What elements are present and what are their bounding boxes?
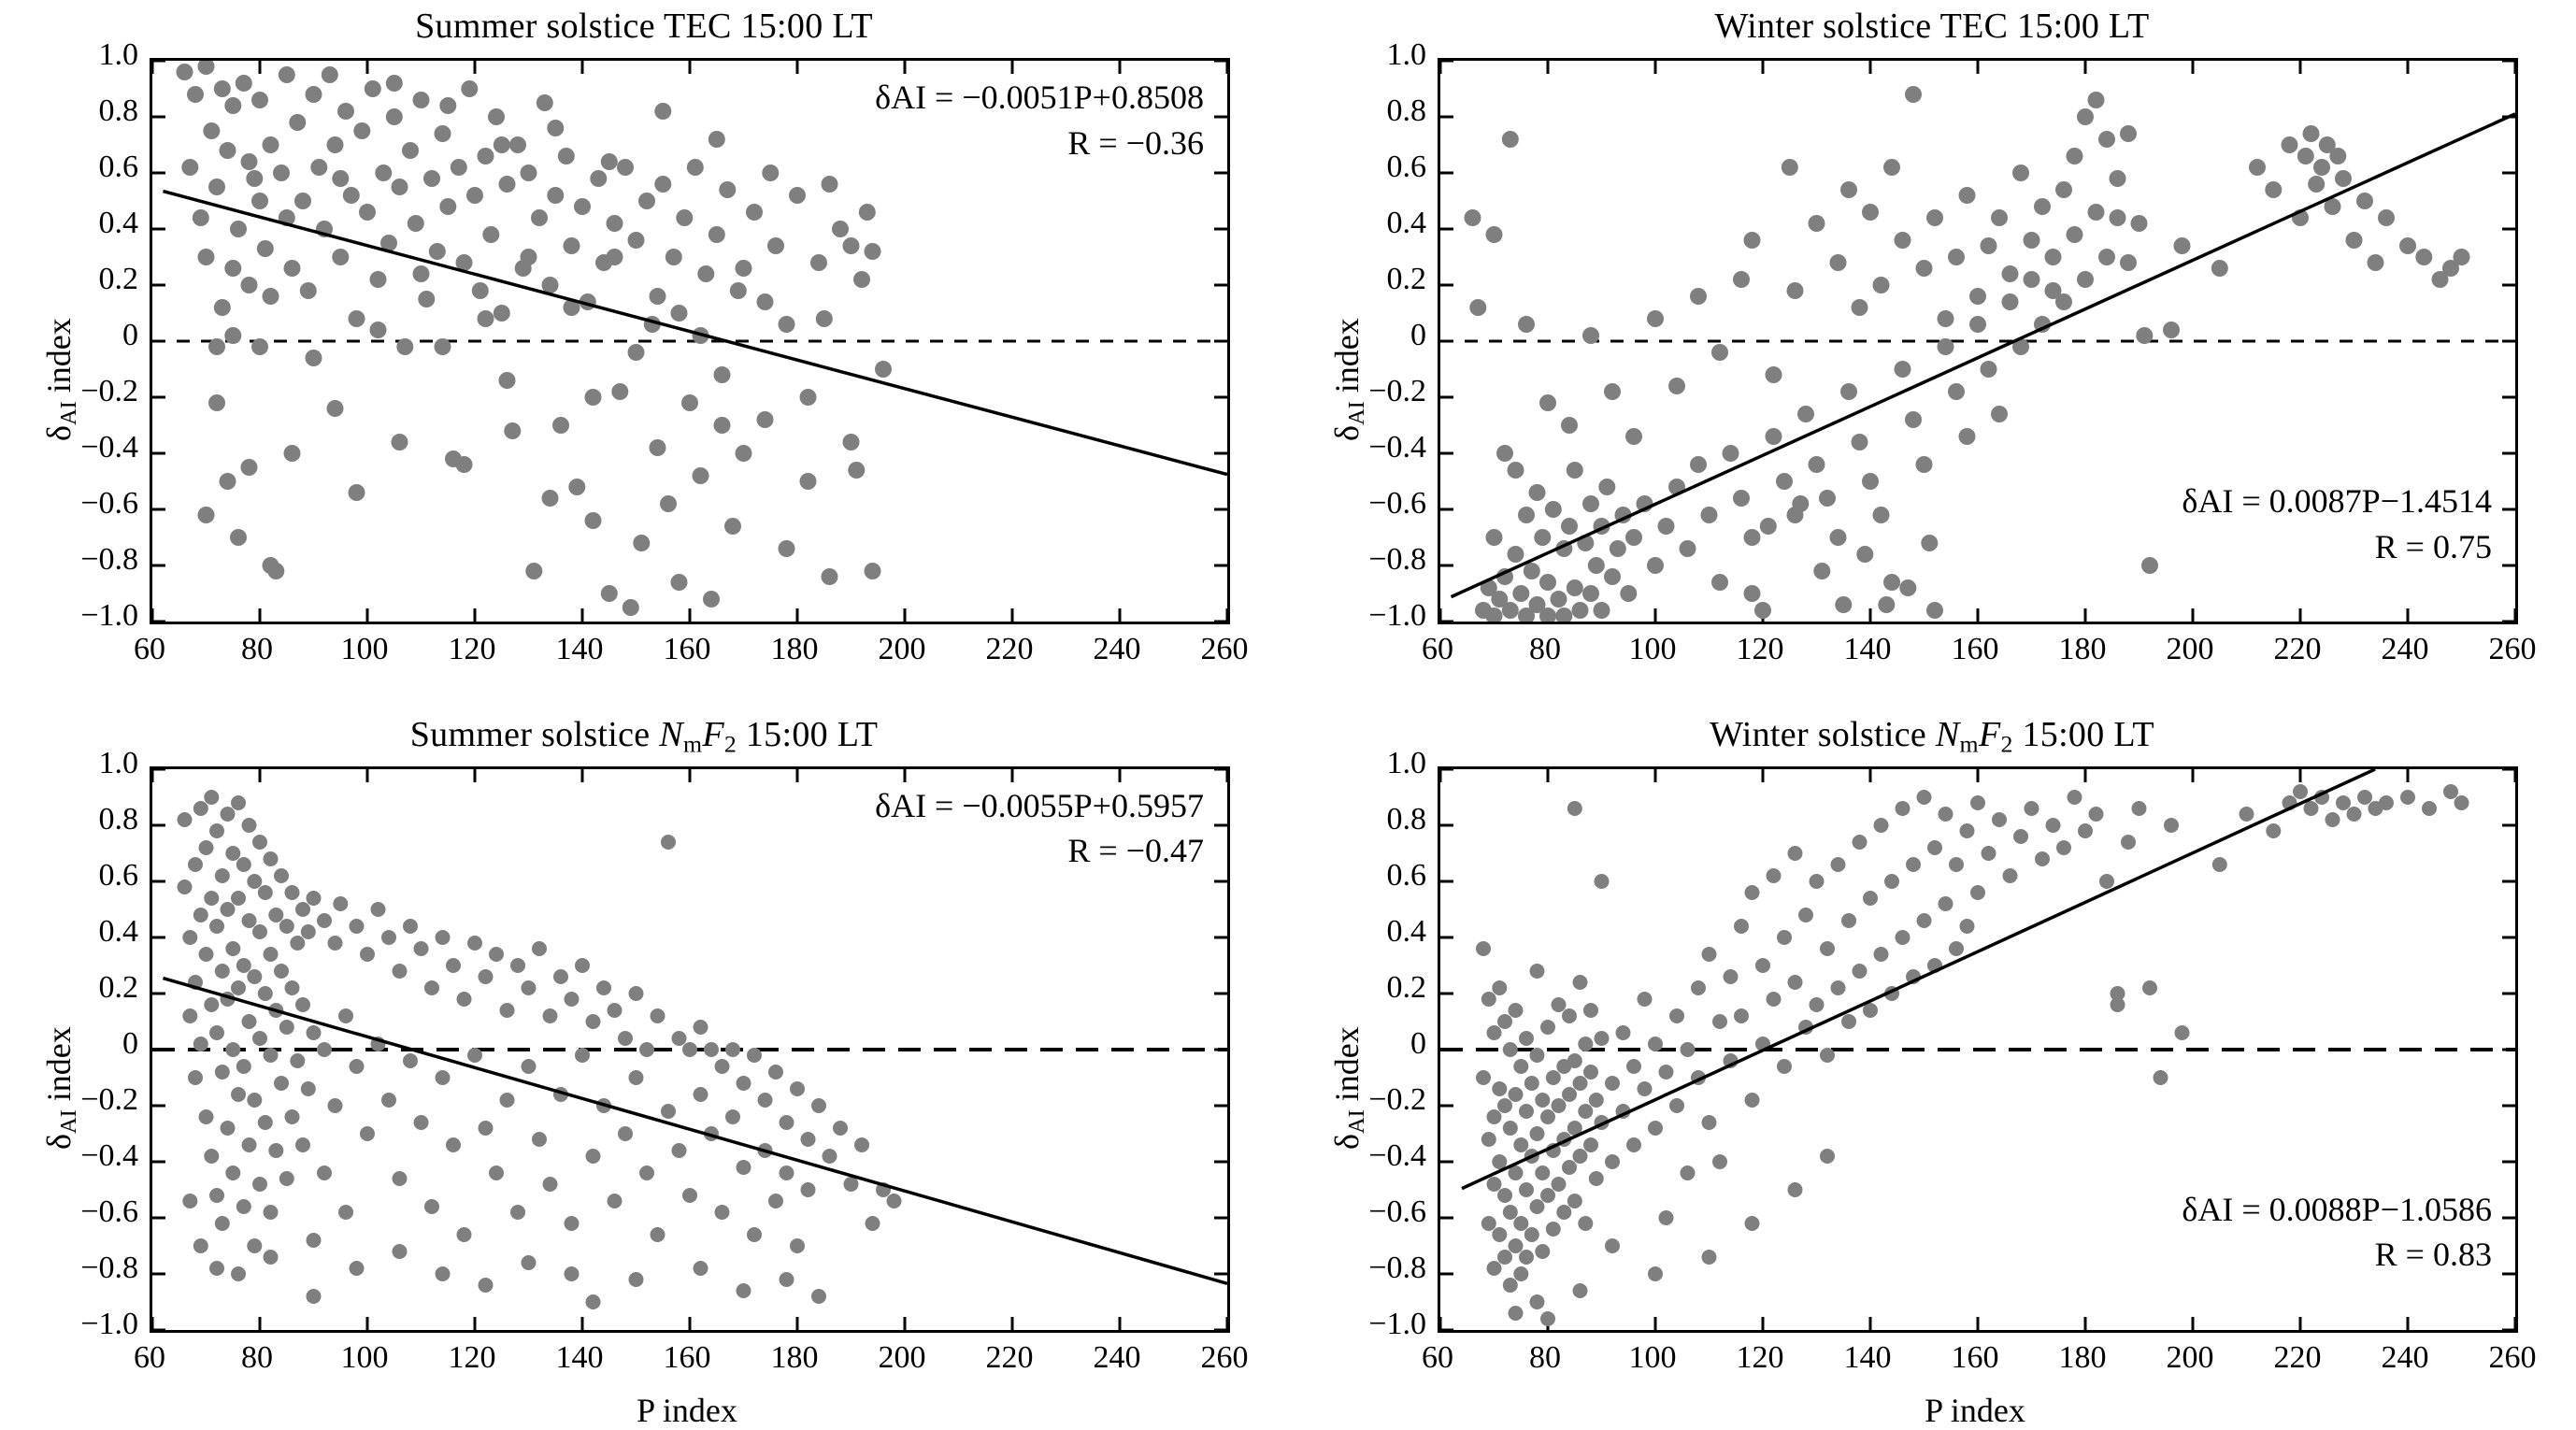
fit-equation: δAI = 0.0087P−1.4514 xyxy=(2182,482,2492,520)
panel-winter-tec xyxy=(1288,0,2576,708)
x-tick-label: 60 xyxy=(134,632,165,666)
y-axis-label: $\delta_{AI}$ index xyxy=(1328,318,1370,441)
x-tick-label: 200 xyxy=(878,1339,926,1375)
x-tick-label: 60 xyxy=(1422,632,1453,666)
y-tick-label: −0.8 xyxy=(80,542,138,577)
panel-winter-nmf2 xyxy=(1288,708,2576,1429)
correlation-value: R = 0.75 xyxy=(2374,527,2492,565)
correlation-value: R = −0.36 xyxy=(1067,123,1204,162)
y-tick-label: 0 xyxy=(1410,1025,1426,1061)
y-tick-label: −0.4 xyxy=(1368,1137,1426,1173)
x-tick-label: 180 xyxy=(2058,1339,2107,1375)
annotation-equation xyxy=(2182,479,2492,569)
panel-title xyxy=(1288,6,2576,47)
y-tick-label: 0.2 xyxy=(1386,262,1426,296)
panel-title-text: Summer solstice TEC 15:00 LT xyxy=(415,7,873,46)
y-axis-label: $\delta_{AI}$ index xyxy=(40,1025,82,1150)
y-tick-label: 1.0 xyxy=(98,745,138,780)
x-tick-label: 120 xyxy=(1736,1339,1784,1375)
y-tick-label: 0.4 xyxy=(1386,913,1426,949)
correlation-value: R = −0.47 xyxy=(1067,832,1204,870)
y-tick-label: 0.8 xyxy=(1386,93,1426,128)
x-tick-label: 220 xyxy=(985,632,1034,666)
panel-title xyxy=(0,6,1288,47)
y-tick-label: 0 xyxy=(1410,318,1426,352)
annotation-equation xyxy=(875,75,1204,165)
y-tick-label: 0.6 xyxy=(98,150,138,184)
x-tick-label: 160 xyxy=(1951,632,1999,666)
y-tick-label: −1.0 xyxy=(80,598,138,633)
x-tick-label: 200 xyxy=(2166,632,2214,666)
x-tick-label: 140 xyxy=(1843,1339,1892,1375)
fit-equation: δAI = −0.0055P+0.5957 xyxy=(875,786,1204,824)
y-tick-label: −0.8 xyxy=(1368,1250,1426,1285)
x-tick-label: 60 xyxy=(1422,1339,1453,1375)
y-tick-label: 0 xyxy=(122,1025,138,1061)
y-tick-label: −1.0 xyxy=(80,1306,138,1341)
y-tick-label: −0.4 xyxy=(1368,430,1426,465)
y-tick-label: −0.8 xyxy=(1368,542,1426,577)
y-tick-label: 0.2 xyxy=(98,969,138,1005)
y-tick-label: −0.6 xyxy=(1368,486,1426,521)
x-tick-label: 180 xyxy=(2058,632,2107,666)
x-tick-label: 180 xyxy=(770,632,819,666)
panel-title xyxy=(0,714,1288,758)
x-tick-label: 200 xyxy=(878,632,926,666)
y-tick-label: 0.8 xyxy=(98,93,138,128)
fit-equation: δAI = 0.0088P−1.0586 xyxy=(2182,1190,2492,1228)
x-tick-label: 260 xyxy=(2488,632,2537,666)
x-tick-label: 80 xyxy=(1529,1339,1561,1375)
x-tick-label: 80 xyxy=(241,1339,273,1375)
panel-summer-nmf2 xyxy=(0,708,1288,1429)
annotation-equation xyxy=(2182,1187,2492,1278)
y-tick-label: −0.6 xyxy=(80,486,138,521)
fit-equation: δAI = −0.0051P+0.8508 xyxy=(875,79,1204,116)
x-tick-label: 100 xyxy=(340,1339,389,1375)
annotation-equation xyxy=(875,783,1204,874)
y-tick-label: −0.6 xyxy=(1368,1194,1426,1229)
panel-summer-tec xyxy=(0,0,1288,708)
x-tick-label: 120 xyxy=(1736,632,1784,666)
x-tick-label: 220 xyxy=(2273,632,2322,666)
y-tick-label: 0.4 xyxy=(1386,206,1426,240)
y-tick-label: 0.6 xyxy=(98,857,138,893)
x-tick-label: 240 xyxy=(1093,1339,1141,1375)
x-tick-label: 260 xyxy=(2488,1339,2537,1375)
panel-title-text: Winter solstice TEC 15:00 LT xyxy=(1714,7,2150,46)
y-tick-label: −0.4 xyxy=(80,430,138,465)
y-tick-label: −0.2 xyxy=(80,374,138,408)
y-tick-label: 0.2 xyxy=(98,262,138,296)
y-tick-label: 0.4 xyxy=(98,206,138,240)
x-tick-label: 220 xyxy=(985,1339,1034,1375)
x-tick-label: 240 xyxy=(2381,1339,2429,1375)
x-tick-label: 260 xyxy=(1200,1339,1249,1375)
y-tick-label: 0 xyxy=(122,318,138,352)
correlation-value: R = 0.83 xyxy=(2374,1236,2492,1274)
x-tick-label: 60 xyxy=(134,1339,165,1375)
x-tick-label: 160 xyxy=(1951,1339,1999,1375)
y-axis-label: $\delta_{AI}$ index xyxy=(1328,1025,1370,1150)
x-tick-label: 240 xyxy=(2381,632,2429,666)
y-axis-label: $\delta_{AI}$ index xyxy=(40,318,82,441)
x-tick-label: 140 xyxy=(555,1339,604,1375)
x-tick-label: 120 xyxy=(448,1339,496,1375)
y-tick-label: −1.0 xyxy=(1368,1306,1426,1341)
y-tick-label: −0.2 xyxy=(1368,374,1426,408)
x-tick-label: 200 xyxy=(2166,1339,2214,1375)
x-axis-label: P index xyxy=(637,1391,737,1429)
y-tick-label: 0.8 xyxy=(1386,801,1426,837)
y-tick-label: −0.8 xyxy=(80,1250,138,1285)
x-tick-label: 100 xyxy=(340,632,389,666)
x-tick-label: 220 xyxy=(2273,1339,2322,1375)
x-tick-label: 160 xyxy=(663,632,711,666)
y-tick-label: 0.4 xyxy=(98,913,138,949)
y-tick-label: 0.6 xyxy=(1386,150,1426,184)
y-tick-label: 1.0 xyxy=(98,37,138,72)
y-tick-label: 0.2 xyxy=(1386,969,1426,1005)
x-tick-label: 160 xyxy=(663,1339,711,1375)
panel-title xyxy=(1288,714,2576,758)
x-tick-label: 260 xyxy=(1200,632,1249,666)
y-tick-label: −0.2 xyxy=(80,1081,138,1117)
x-tick-label: 240 xyxy=(1093,632,1141,666)
x-tick-label: 120 xyxy=(448,632,496,666)
x-tick-label: 140 xyxy=(555,632,604,666)
y-tick-label: 0.8 xyxy=(98,801,138,837)
y-tick-label: −0.4 xyxy=(80,1137,138,1173)
x-tick-label: 100 xyxy=(1628,632,1677,666)
panel-title-text: Summer solstice $N_mF_2$ 15:00 LT xyxy=(409,714,879,757)
y-tick-label: −0.6 xyxy=(80,1194,138,1229)
y-tick-label: 1.0 xyxy=(1386,37,1426,72)
y-tick-label: −1.0 xyxy=(1368,598,1426,633)
x-tick-label: 80 xyxy=(1529,632,1561,666)
y-tick-label: −0.2 xyxy=(1368,1081,1426,1117)
x-axis-label: P index xyxy=(1925,1391,2025,1429)
x-tick-label: 140 xyxy=(1843,632,1892,666)
y-tick-label: 1.0 xyxy=(1386,745,1426,780)
x-tick-label: 80 xyxy=(241,632,273,666)
x-tick-label: 180 xyxy=(770,1339,819,1375)
x-tick-label: 100 xyxy=(1628,1339,1677,1375)
y-tick-label: 0.6 xyxy=(1386,857,1426,893)
panel-title-text: Winter solstice $N_mF_2$ 15:00 LT xyxy=(1710,714,2154,757)
